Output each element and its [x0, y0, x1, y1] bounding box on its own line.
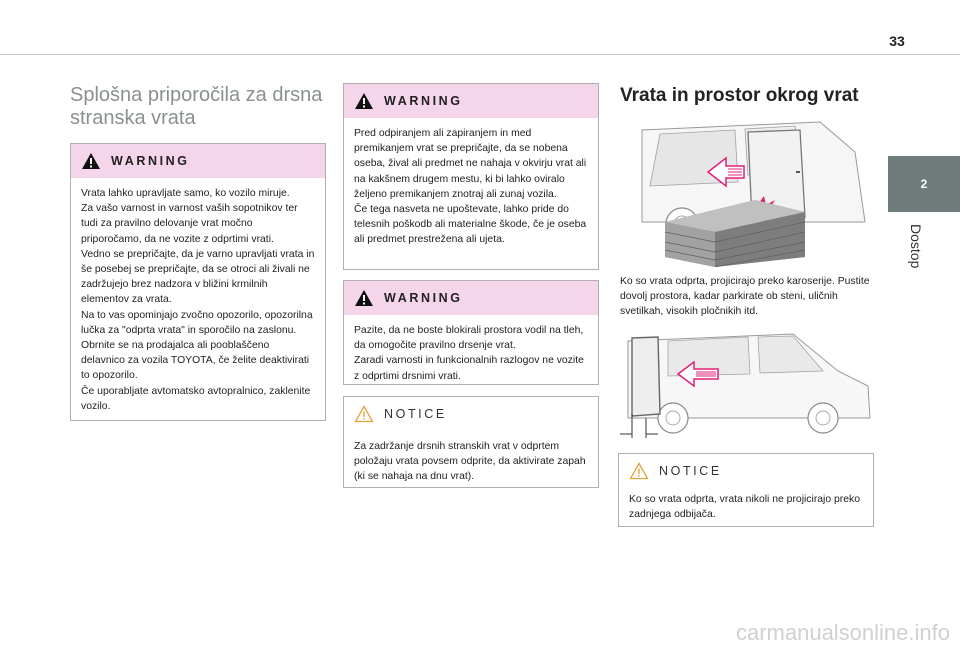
warning-box-header — [71, 144, 325, 178]
notice-text: Za zadržanje drsnih stranskih vrat v odprtem položaju vrata povsem odprite, da aktivirate zapah (ki se nahaja na dnu vrat). — [354, 441, 586, 483]
warning-triangle-icon — [354, 289, 374, 307]
page-number: 33 — [889, 33, 905, 49]
van-wall-illustration — [620, 112, 875, 267]
warning-box-header — [344, 281, 598, 315]
doors-paragraph: Ko so vrata odprta, projicirajo preko karoserije. Pustite dovolj prostora, kadar parkirate ob steni, uličnih svetilkah, visokih pločnikih itd. — [620, 276, 870, 318]
section-title: Splošna priporočila za drsna stranska vrata — [70, 84, 323, 129]
warning-label: WARNING — [384, 94, 463, 108]
notice-box-header — [344, 397, 598, 431]
warning-box-doors-general — [70, 143, 326, 421]
warning-label: WARNING — [111, 154, 190, 168]
notice-text: Ko so vrata odprta, vrata nikoli ne projicirajo preko zadnjega odbijača. — [629, 494, 861, 521]
warning-triangle-icon — [354, 92, 374, 110]
van-door-projection-illustration — [618, 326, 876, 444]
notice-triangle-icon — [629, 462, 649, 480]
warning-text: Vrata lahko upravljate samo, ko vozilo miruje. Za vašo varnost in varnost vaših sopotnikov ter tudi za pravilno delovanje vrat močno priporočamo, da ne vozite z odprtimi vrati. Vedno se prepričajte, da je varno upravljati vrata in še posebej se prepričajte, da se otroci ali živali ne zadržujejo brez nadzora v bližini krmilnih elementov za vrata. Na to vas opominjajo zvočno opozorilo, opozorilna lučka za "odprta vrata" in sporočilo na zaslonu. Obrnite se na prodajalca ali pooblaščeno delavnico za vozila TOYOTA, če želite deaktivirati to opozorilo. Če uporabljate avtomatsko avtopralnico, zaklenite vozilo. — [81, 188, 315, 412]
top-rule — [0, 54, 960, 55]
watermark: carmanualsonline.info — [735, 620, 950, 645]
chapter-tab-label[interactable] — [888, 212, 960, 322]
warning-text: Pazite, da ne boste blokirali prostora vodil na tleh, da omogočite pravilno drsenje vrat. Zaradi varnosti in funkcionalnih razlogov ne vozite z odprtimi drsnimi vrati. — [354, 325, 584, 382]
warning-box-header — [344, 84, 598, 118]
chapter-tab-number[interactable]: 2 — [888, 156, 960, 212]
doors-heading: Vrata in prostor okrog vrat — [620, 85, 859, 106]
warning-box-floor-rails — [343, 280, 599, 385]
notice-box-rear-bumper — [618, 453, 874, 527]
notice-box-door-latch — [343, 396, 599, 488]
notice-label: NOTICE — [384, 407, 447, 421]
notice-triangle-icon — [354, 405, 374, 423]
chapter-tab-text: Dostop — [908, 224, 924, 269]
notice-box-header — [619, 454, 873, 488]
warning-text: Pred odpiranjem ali zapiranjem in med premikanjem vrat se prepričajte, da se nobena oseba, žival ali predmet ne nahaja v okvirju vrat ali na kakšnem drugem mestu, ki bi lahko oviralo željeno premikanjem znotraj ali zunaj vozila. Če tega nasveta ne upoštevate, lahko pride do telesnih poškodb ali materialne škode, če je oseba ali predmet prestrežena ali ujeta. — [354, 128, 587, 246]
warning-box-door-movement — [343, 83, 599, 270]
warning-triangle-icon — [81, 152, 101, 170]
notice-label: NOTICE — [659, 464, 722, 478]
warning-label: WARNING — [384, 291, 463, 305]
